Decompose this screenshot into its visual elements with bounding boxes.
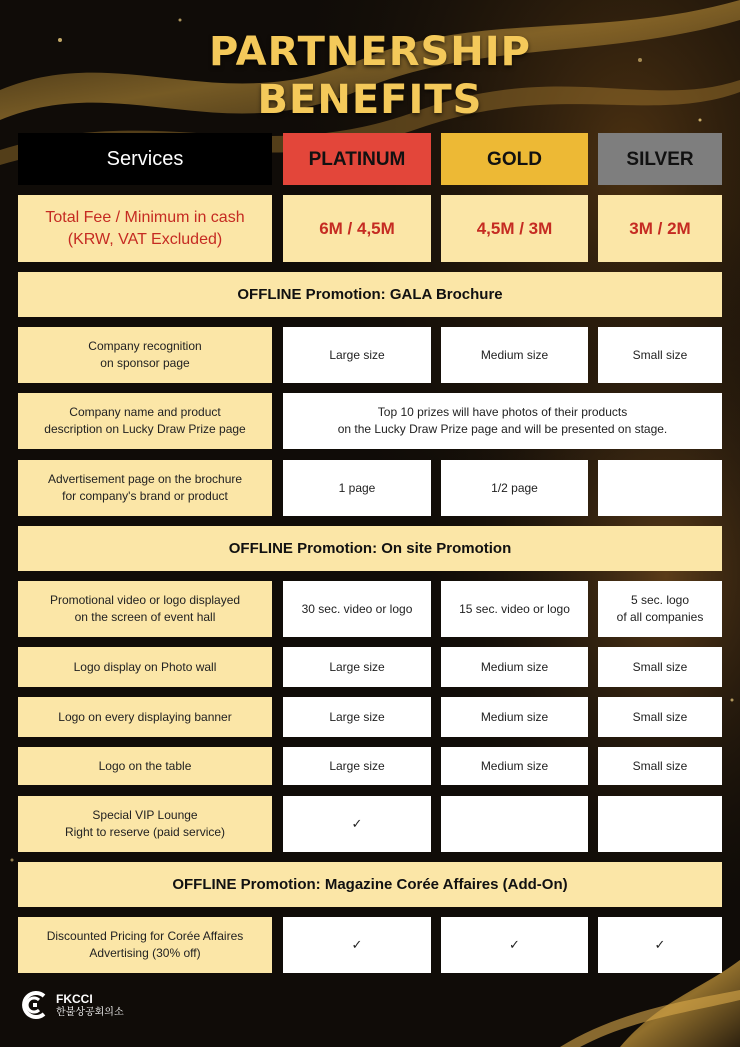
row-video-silver <box>598 581 722 637</box>
row-advertisement-label-l1: Advertisement page on the brochure <box>47 472 243 486</box>
row-video-label <box>18 581 272 637</box>
page-title-line1: PARTNERSHIP <box>209 29 531 75</box>
row-lucky-draw-label-l1: Company name and product <box>69 405 221 419</box>
section-magazine: OFFLINE Promotion: Magazine Corée Affaires (Add-On) <box>18 862 722 907</box>
row-banner-silver: Small size <box>598 697 722 737</box>
row-lucky-draw-label <box>18 393 272 449</box>
row-video-label-l2: on the screen of event hall <box>74 610 216 624</box>
row-vip-gold <box>441 796 588 852</box>
section-brochure: OFFLINE Promotion: GALA Brochure <box>18 272 722 317</box>
row-banner-label: Logo on every displaying banner <box>18 697 272 737</box>
row-lucky-draw-label-l2: description on Lucky Draw Prize page <box>44 422 246 436</box>
logo-name: FKCCI <box>56 991 93 1006</box>
row-advertisement-label <box>18 460 272 516</box>
row-video-gold: 15 sec. video or logo <box>441 581 588 637</box>
fkcci-logo-icon <box>20 990 50 1020</box>
row-recognition-label-l2: on sponsor page <box>100 356 190 370</box>
row-vip-silver <box>598 796 722 852</box>
page-title-line2: BENEFITS <box>257 77 483 123</box>
fee-label <box>18 195 272 262</box>
row-lucky-draw-merged-l2: on the Lucky Draw Prize page and will be presented on stage. <box>337 422 668 436</box>
row-banner-platinum: Large size <box>283 697 431 737</box>
row-vip-label-l2: Right to reserve (paid service) <box>64 825 226 839</box>
row-video-platinum: 30 sec. video or logo <box>283 581 431 637</box>
fee-silver: 3M / 2M <box>598 195 722 262</box>
row-recognition-label-l1: Company recognition <box>88 339 202 353</box>
fee-label-line2: (KRW, VAT Excluded) <box>67 230 223 248</box>
row-table-gold: Medium size <box>441 747 588 785</box>
row-table-label: Logo on the table <box>18 747 272 785</box>
header-platinum: PLATINUM <box>283 133 431 185</box>
header-silver: SILVER <box>598 133 722 185</box>
row-discount-silver-check-icon: ✓ <box>598 917 722 973</box>
row-discount-label-l1: Discounted Pricing for Corée Affaires <box>46 929 244 943</box>
row-video-silver-l2: of all companies <box>616 610 704 624</box>
row-lucky-draw-merged <box>283 393 722 449</box>
row-discount-label <box>18 917 272 973</box>
header-gold: GOLD <box>441 133 588 185</box>
row-discount-gold-check-icon: ✓ <box>441 917 588 973</box>
row-table-silver: Small size <box>598 747 722 785</box>
row-photo-wall-label: Logo display on Photo wall <box>18 647 272 687</box>
row-vip-label <box>18 796 272 852</box>
row-discount-platinum-check-icon: ✓ <box>283 917 431 973</box>
row-video-silver-l1: 5 sec. logo <box>630 593 690 607</box>
row-recognition-label <box>18 327 272 383</box>
row-vip-platinum-check-icon: ✓ <box>283 796 431 852</box>
logo-korean: 한불상공회의소 <box>56 1006 124 1018</box>
fee-platinum: 6M / 4,5M <box>283 195 431 262</box>
row-photo-wall-gold: Medium size <box>441 647 588 687</box>
row-advertisement-silver <box>598 460 722 516</box>
section-onsite: OFFLINE Promotion: On site Promotion <box>18 526 722 571</box>
row-vip-label-l1: Special VIP Lounge <box>92 808 198 822</box>
row-recognition-gold: Medium size <box>441 327 588 383</box>
row-video-label-l1: Promotional video or logo displayed <box>49 593 241 607</box>
row-table-platinum: Large size <box>283 747 431 785</box>
row-advertisement-platinum: 1 page <box>283 460 431 516</box>
header-services: Services <box>18 133 272 185</box>
fee-gold: 4,5M / 3M <box>441 195 588 262</box>
row-advertisement-gold: 1/2 page <box>441 460 588 516</box>
row-advertisement-label-l2: for company's brand or product <box>62 489 228 503</box>
fee-label-line1: Total Fee / Minimum in cash <box>45 208 245 226</box>
row-banner-gold: Medium size <box>441 697 588 737</box>
row-recognition-silver: Small size <box>598 327 722 383</box>
row-photo-wall-silver: Small size <box>598 647 722 687</box>
row-discount-label-l2: Advertising (30% off) <box>89 946 201 960</box>
row-photo-wall-platinum: Large size <box>283 647 431 687</box>
row-recognition-platinum: Large size <box>283 327 431 383</box>
fkcci-logo <box>20 990 124 1020</box>
row-lucky-draw-merged-l1: Top 10 prizes will have photos of their products <box>377 405 628 419</box>
